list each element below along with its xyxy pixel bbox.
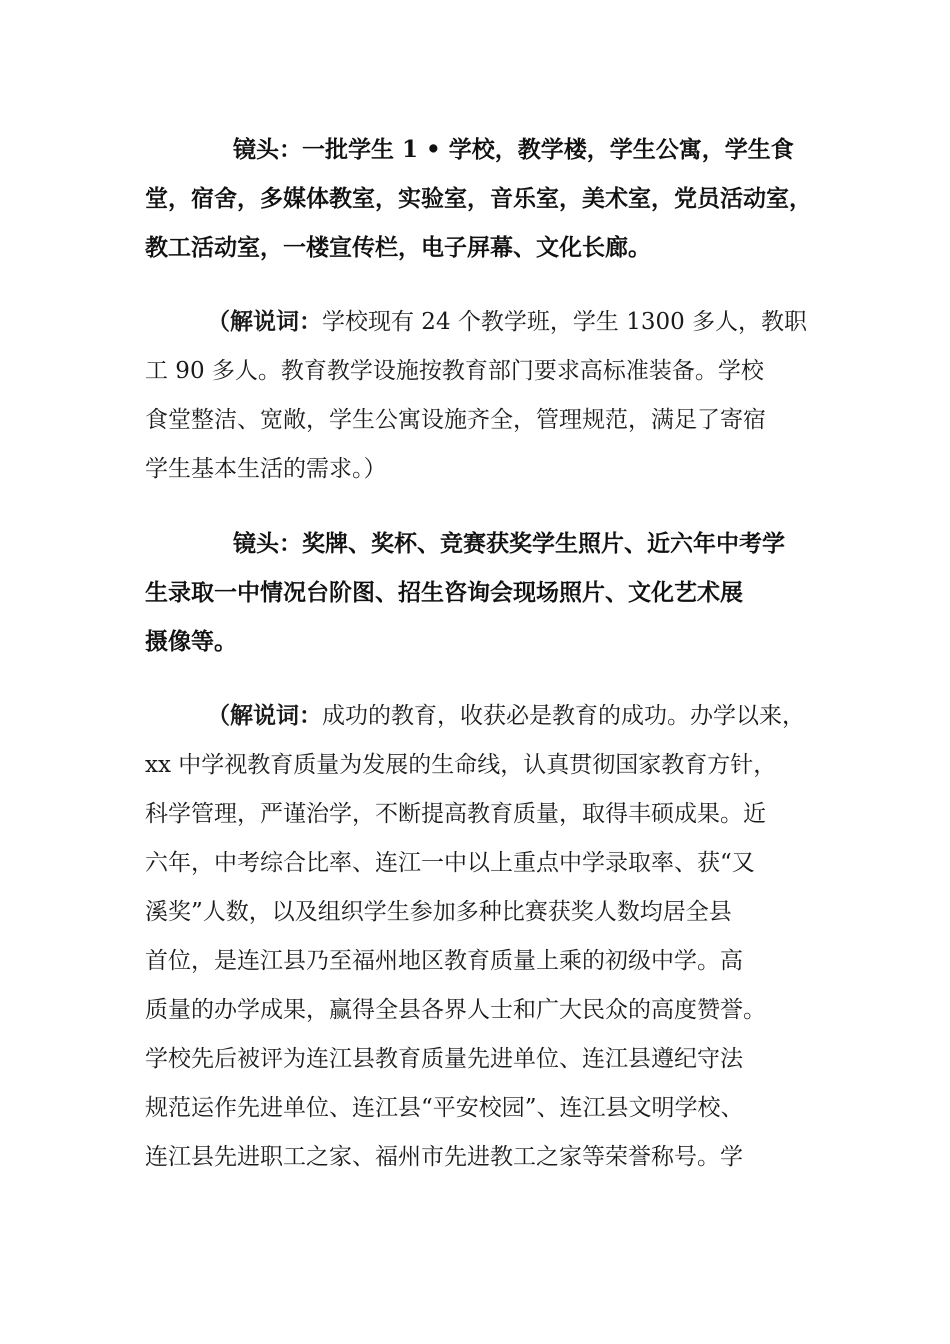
narration-1-line-3: 食堂整洁、宽敞，学生公寓设施齐全，管理规范，满足了寄宿 <box>145 407 766 433</box>
narration-2-line-10: 连江县先进职工之家、福州市先进教工之家等荣誉称号。学 <box>145 1144 743 1170</box>
narration-1-line-2: 工 90 多人。教育教学设施按教育部门要求高标准装备。学校 <box>145 358 764 384</box>
narration-2-line-6: 首位，是连江县乃至福州地区教育质量上乘的初级中学。高 <box>145 948 743 974</box>
narration-2-line-7: 质量的办学成果，赢得全县各界人士和广大民众的高度赞誉。 <box>145 997 766 1023</box>
shot-2-line-3: 摄像等。 <box>145 628 237 655</box>
shot-2-line-2: 生录取一中情况台阶图、招生咨询会现场照片、文化艺术展 <box>145 579 743 606</box>
narration-2-line-8: 学校先后被评为连江县教育质量先进单位、连江县遵纪守法 <box>145 1046 743 1072</box>
narration-2-line-1-text: 成功的教育，收获必是教育的成功。办学以来， <box>322 703 805 729</box>
narration-2-line-1 <box>207 701 805 731</box>
narration-2-line-3: 科学管理，严谨治学，不断提高教育质量，取得丰硕成果。近 <box>145 801 766 827</box>
shot-2-line-1: 镜头：奖牌、奖杯、竞赛获奖学生照片、近六年中考学 <box>233 530 785 557</box>
narration-1-label: （解说词： <box>207 308 322 335</box>
shot-1-line-3: 教工活动室，一楼宣传栏，电子屏幕、文化长廊。 <box>145 234 651 261</box>
shot-1-line-2: 堂，宿舍，多媒体教室，实验室，音乐室，美术室，党员活动室， <box>145 185 812 212</box>
narration-2-label: （解说词： <box>207 702 322 729</box>
narration-2-line-4: 六年，中考综合比率、连江一中以上重点中学录取率、获“又 <box>145 850 755 876</box>
shot-1-line-1: 镜头：一批学生 1 • 学校，教学楼，学生公寓，学生食 <box>233 136 794 163</box>
narration-2-line-2: xx 中学视教育质量为发展的生命线，认真贯彻国家教育方针， <box>145 752 777 778</box>
narration-1-line-1-text: 学校现有 24 个教学班，学生 1300 多人，教职 <box>322 309 808 335</box>
narration-1-line-1 <box>207 307 807 337</box>
narration-2-line-5: 溪奖”人数，以及组织学生参加多种比赛获奖人数均居全县 <box>145 899 732 925</box>
narration-2-line-9: 规范运作先进单位、连江县“平安校园”、连江县文明学校、 <box>145 1095 744 1121</box>
narration-1-line-4: 学生基本生活的需求。） <box>145 456 387 482</box>
